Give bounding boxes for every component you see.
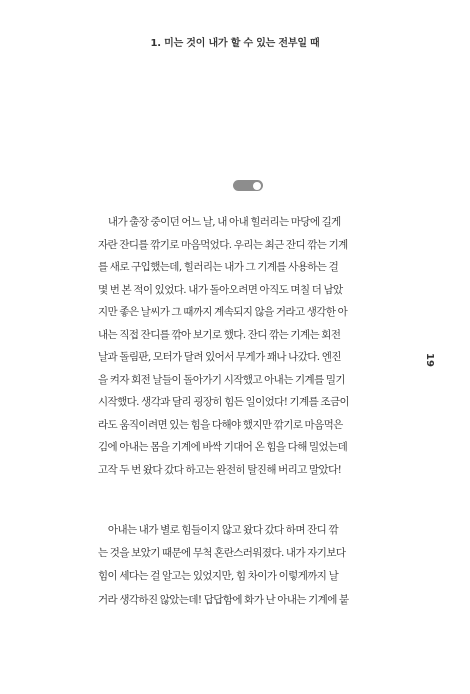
text-line: 아내는 내가 별로 힘들이지 않고 왔다 갔다 하며 잔디 깎 [98, 524, 338, 536]
text-line: 김에 아내는 몸을 기계에 바싹 기대어 온 힘을 다해 밀었는데 [98, 441, 348, 453]
text-line: 시작했다. 생각과 달리 굉장히 힘든 일이었다! 기계를 조금이 [98, 396, 350, 408]
text-line: 을 켜자 회전 날들이 돌아가기 시작했고 아내는 기계를 밀기 [98, 373, 345, 386]
text-line: 를 새로 구입했는데, 힐러리는 내가 그 기계를 사용하는 걸 [98, 261, 339, 273]
text-line: 거라 생각하진 않았는데! 답답함에 화가 난 아내는 기계에 붙 [98, 593, 349, 606]
text-line: 지만 좋은 날씨가 그 때까지 계속되지 않을 거라고 생각한 아 [98, 306, 348, 318]
paragraph-2 [98, 519, 401, 612]
text-line: 는 것을 보았기 때문에 무척 혼란스러워졌다. 내가 자기보다 [98, 547, 346, 560]
page-number: 19 [424, 353, 435, 367]
paragraph-1 [98, 211, 401, 481]
running-head: 1. 미는 것이 내가 할 수 있는 전부일 때 [150, 38, 320, 49]
text-line: 날과 돌림판, 모터가 달려 있어서 무게가 꽤나 나갔다. 엔진 [98, 351, 341, 363]
text-line: 고작 두 번 왔다 갔다 하고는 완전히 탈진해 버리고 말았다! [98, 463, 342, 476]
toggle-ornament-icon [233, 180, 263, 191]
text-line: 라도 움직이려면 있는 힘을 다해야 했지만 깎기로 마음먹은 [98, 418, 343, 431]
ornament-knob [253, 182, 261, 190]
text-line: 몇 번 본 적이 있었다. 내가 돌아오려면 아직도 며칠 더 남았 [98, 283, 343, 296]
text-line: 내는 직접 잔디를 깎아 보기로 했다. 잔디 깎는 기계는 회전 [98, 328, 341, 341]
text-line: 힘이 세다는 걸 알고는 있었지만, 힘 차이가 이렇게까지 날 [98, 570, 339, 583]
text-line: 내가 출장 중이던 어느 날, 내 아내 힐러리는 마당에 길게 [98, 216, 341, 228]
text-line: 자란 잔디를 깎기로 마음먹었다. 우리는 최근 잔디 깎는 기계 [98, 238, 348, 251]
